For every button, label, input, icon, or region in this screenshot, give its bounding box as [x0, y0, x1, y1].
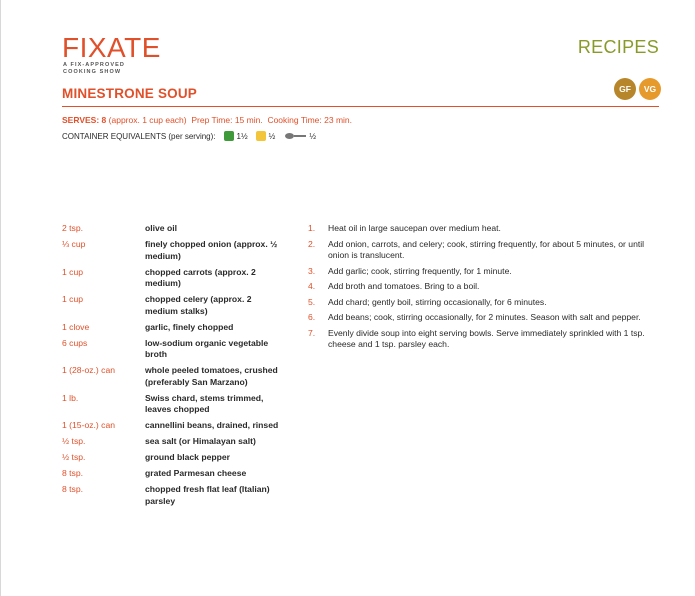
step-text: Heat oil in large saucepan over medium heat. — [328, 223, 501, 233]
ingredient-item: finely chopped onion (approx. ½ medium) — [145, 239, 278, 261]
ingredient-row — [62, 239, 282, 262]
instruction-step — [308, 328, 658, 351]
instruction-step — [308, 297, 658, 309]
ingredient-row — [62, 338, 282, 361]
serves-line — [62, 115, 352, 125]
step-text: Evenly divide soup into eight serving bowls. Serve immediately sprinkled with 1 tsp. cheese and 1 tsp. parsley each. — [328, 327, 645, 349]
yellow-container-value: ½ — [268, 131, 276, 141]
ingredient-item: ground black pepper — [145, 452, 230, 462]
instruction-step — [308, 312, 658, 324]
green-container-value: 1½ — [236, 131, 248, 141]
ingredient-row — [62, 267, 282, 290]
ingredient-item: chopped celery (approx. 2 medium stalks) — [145, 294, 252, 316]
container-label: CONTAINER EQUIVALENTS (per serving): — [62, 131, 216, 141]
brand-name: FIXATE — [62, 32, 161, 63]
step-text: Add beans; cook, stirring occasionally, for 2 minutes. Season with salt and pepper. — [328, 312, 641, 322]
ingredient-row — [62, 452, 282, 464]
recipe-title: MINESTRONE SOUP — [62, 86, 198, 101]
ingredient-qty: 1 lb. — [62, 392, 79, 403]
step-number: 6. — [308, 312, 316, 322]
ingredient-item: chopped carrots (approx. 2 medium) — [145, 266, 256, 288]
cook-time: Cooking Time: 23 min. — [267, 115, 353, 125]
ingredient-qty: 2 tsp. — [62, 223, 84, 233]
brand-logo — [62, 34, 161, 76]
step-number: 7. — [308, 327, 316, 338]
ingredient-qty: 8 tsp. — [62, 484, 84, 494]
ingredient-qty: ½ tsp. — [62, 452, 86, 462]
ingredient-qty: 1 cup — [62, 294, 84, 304]
ingredient-item: whole peeled tomatoes, crushed (preferably San Marzano) — [145, 365, 278, 387]
vegetarian-badge: VG — [639, 78, 661, 100]
step-text: Add chard; gently boil, stirring occasionally, for 6 minutes. — [328, 296, 547, 307]
step-number: 5. — [308, 296, 316, 307]
ingredient-row — [62, 420, 282, 432]
ingredient-qty: 6 cups — [62, 337, 88, 348]
brand-tagline-1: A FIX-APPROVED — [63, 62, 125, 68]
ingredient-qty: ½ tsp. — [62, 436, 86, 446]
container-equivalents — [62, 131, 316, 141]
ingredient-item: grated Parmesan cheese — [145, 468, 247, 478]
step-number: 2. — [308, 238, 316, 249]
ingredient-row — [62, 393, 282, 416]
step-number: 1. — [308, 223, 316, 233]
gluten-free-badge: GF — [614, 78, 636, 100]
step-number: 4. — [308, 281, 316, 291]
green-container-icon — [224, 131, 234, 141]
ingredient-row — [62, 468, 282, 480]
step-text: Add broth and tomatoes. Bring to a boil. — [328, 281, 480, 291]
ingredient-list — [62, 223, 282, 512]
instruction-step — [308, 266, 658, 278]
ingredient-item: low-sodium organic vegetable broth — [145, 337, 269, 359]
teaspoon-value: ½ — [309, 131, 316, 141]
instruction-step — [308, 281, 658, 293]
ingredient-qty: 1 (28-oz.) can — [62, 365, 116, 375]
serves-value: 8 — [101, 115, 107, 125]
yellow-container-icon — [256, 131, 266, 141]
step-text: Add garlic; cook, stirring frequently, for 1 minute. — [328, 265, 512, 276]
page-edge — [0, 0, 1, 596]
ingredient-qty: 8 tsp. — [62, 468, 84, 478]
ingredient-item: cannellini beans, drained, rinsed — [145, 420, 279, 430]
ingredient-qty: 1 clove — [62, 321, 90, 332]
ingredient-item: sea salt (or Himalayan salt) — [145, 436, 256, 446]
ingredient-row — [62, 322, 282, 334]
section-label: RECIPES — [577, 37, 659, 57]
ingredient-row — [62, 223, 282, 235]
ingredient-row — [62, 484, 282, 507]
prep-time: Prep Time: 15 min. — [191, 115, 263, 125]
ingredient-row — [62, 365, 282, 388]
teaspoon-icon — [285, 133, 306, 139]
serves-label: SERVES: — [62, 115, 100, 125]
ingredient-qty: 1 (15-oz.) can — [62, 420, 116, 430]
ingredient-qty: ⅓ cup — [62, 239, 86, 249]
instruction-step — [308, 239, 658, 262]
ingredient-item: Swiss chard, stems trimmed, leaves chopped — [145, 392, 264, 414]
ingredient-item: chopped fresh flat leaf (Italian) parsley — [145, 484, 270, 506]
ingredient-item: olive oil — [145, 223, 177, 233]
instruction-list — [308, 223, 658, 355]
serves-detail: (approx. 1 cup each) — [108, 115, 187, 125]
instruction-step — [308, 223, 658, 235]
step-text: Add onion, carrots, and celery; cook, stirring frequently, for about 5 minutes, or until onion is translucent. — [328, 238, 645, 260]
step-number: 3. — [308, 265, 316, 276]
ingredient-row — [62, 436, 282, 448]
brand-tagline-2: COOKING SHOW — [63, 69, 122, 75]
ingredient-row — [62, 294, 282, 317]
title-divider — [62, 106, 659, 107]
ingredient-qty: 1 cup — [62, 266, 84, 277]
diet-badges — [614, 78, 661, 100]
ingredient-item: garlic, finely chopped — [145, 321, 234, 332]
